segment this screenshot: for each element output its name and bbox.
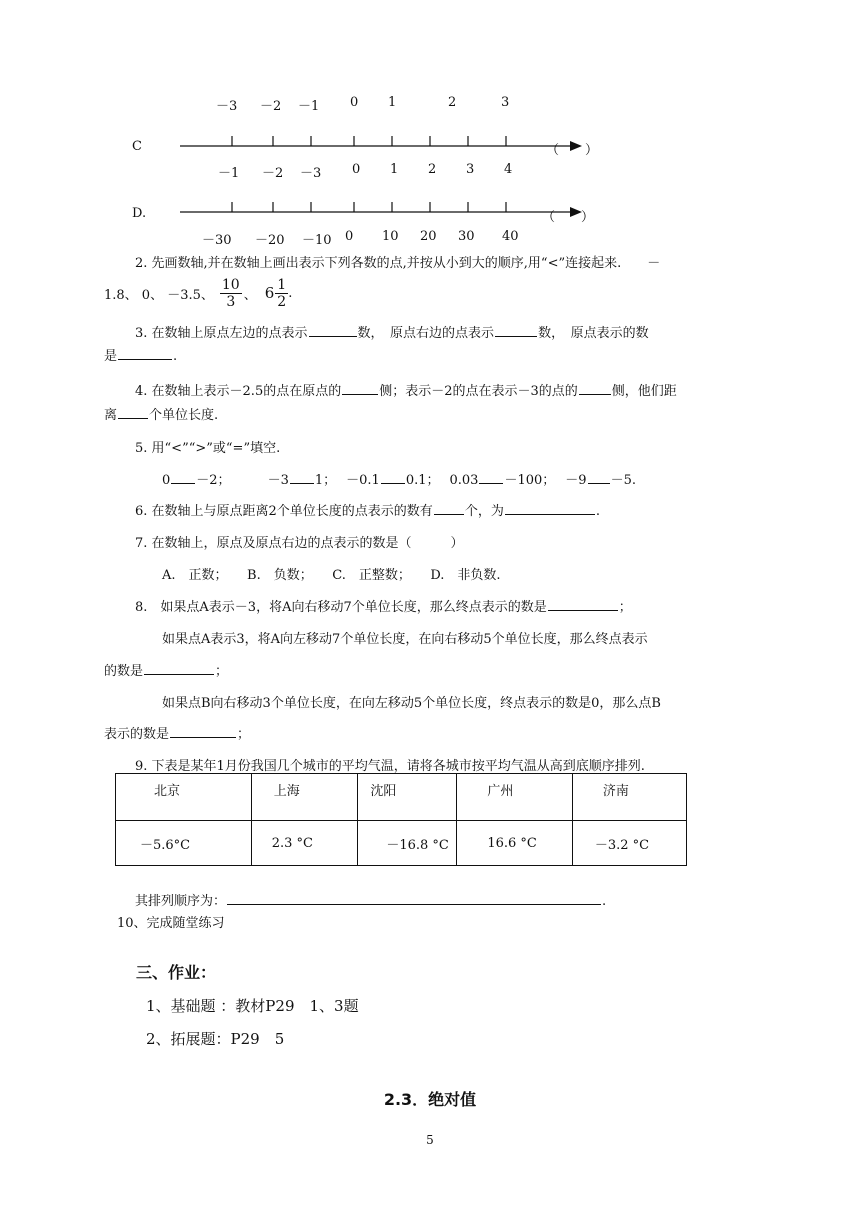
- answer-paren: （ ）: [542, 210, 595, 225]
- answer-blank[interactable]: [579, 380, 611, 395]
- tick-label: 1: [388, 95, 397, 110]
- answer-blank[interactable]: [495, 322, 537, 337]
- table-cell: 16.6 °C: [457, 821, 573, 866]
- question-2-line-2: [104, 272, 292, 314]
- option-letter-c: C: [132, 139, 142, 154]
- q3-text-e: .: [173, 349, 178, 364]
- question-3-line-1: [135, 322, 649, 341]
- answer-blank[interactable]: [479, 469, 503, 484]
- tick-label: －10: [302, 233, 332, 248]
- numberline-c-axis: [178, 136, 588, 156]
- question-2-numbers: 1.8、 0、 －3.5、: [104, 287, 214, 303]
- q5-item: －9: [565, 473, 587, 488]
- answer-blank[interactable]: [588, 469, 610, 484]
- question-10: 10、完成随堂练习: [117, 916, 225, 931]
- q5-item: 1；: [314, 473, 337, 488]
- answer-blank[interactable]: [171, 469, 195, 484]
- question-3-line-2: [104, 345, 177, 364]
- answer-blank[interactable]: [290, 469, 314, 484]
- mixed-number-whole: 6: [264, 284, 275, 302]
- tick-label: 40: [502, 229, 519, 244]
- question-7-stem: 7. 在数轴上，原点及原点右边的点表示的数是（ ）: [135, 536, 464, 551]
- answer-blank[interactable]: [505, 500, 595, 515]
- period: .: [288, 285, 293, 301]
- answer-blank[interactable]: [144, 660, 214, 675]
- fraction-denominator: 2: [277, 293, 287, 310]
- answer-blank[interactable]: [381, 469, 405, 484]
- answer-blank[interactable]: [227, 890, 601, 905]
- q4-text-c: 侧，他们距: [611, 384, 677, 399]
- q8-text: 8. 如果点A表示－3，将A向右移动7个单位长度，那么终点表示的数是: [135, 600, 547, 615]
- fraction-numerator: 10: [221, 276, 240, 293]
- fraction-denominator: 3: [226, 293, 236, 310]
- fraction-ten-thirds: [220, 277, 242, 310]
- q5-item: 0: [162, 473, 171, 488]
- tick-label: －1: [298, 99, 320, 114]
- question-8-line-3: [104, 660, 228, 679]
- q5-item: －5.: [610, 473, 636, 488]
- table-row: [116, 821, 687, 866]
- answer-blank[interactable]: [342, 380, 378, 395]
- tick-label: 0: [345, 229, 354, 244]
- question-5-items: [162, 469, 636, 488]
- numberline-d-axis: [178, 202, 588, 222]
- q4-text-e: 个单位长度.: [149, 408, 219, 423]
- temperature-table: [115, 773, 687, 866]
- homework-item-1: 1、基础题 ：教材P29 1、3题: [146, 997, 359, 1015]
- q8-text: 表示的数是: [104, 727, 170, 742]
- q6-text-a: 6. 在数轴上与原点距离2个单位长度的点表示的数有: [135, 504, 433, 519]
- table-header-cell: 上海: [251, 774, 358, 821]
- question-8-line-5: [104, 723, 250, 742]
- tick-label: －30: [202, 233, 232, 248]
- q3-text-a: 3. 在数轴上原点左边的点表示: [135, 326, 308, 341]
- q8-text: ；: [618, 600, 632, 615]
- answer-blank[interactable]: [434, 500, 464, 515]
- question-2-line-1: 2. 先画数轴,并在数轴上画出表示下列各数的点,并按从小到大的顺序,用“<”连接起来. －: [135, 256, 661, 271]
- q3-text-d: 是: [104, 349, 118, 364]
- table-cell: －3.2 °C: [572, 821, 686, 866]
- page-number: 5: [426, 1133, 434, 1147]
- q6-text-c: .: [595, 504, 600, 519]
- q3-text-b: 数， 原点右边的点表示: [357, 326, 495, 341]
- tick-label: 30: [458, 229, 475, 244]
- question-8-line-1: [135, 596, 632, 615]
- tick-label: 0: [352, 162, 361, 177]
- section-heading: 2.3．绝对值: [383, 1090, 477, 1109]
- q3-text-c: 数， 原点表示的数: [538, 326, 649, 341]
- answer-blank[interactable]: [548, 596, 618, 611]
- tick-label: 1: [390, 162, 399, 177]
- question-8-line-4: 如果点B向右移动3个单位长度，在向左移动5个单位长度，终点表示的数是0，那么点B: [162, 696, 661, 711]
- q4-text-b: 侧；表示－2的点在表示－3的点的: [379, 384, 578, 399]
- tick-label: －20: [255, 233, 285, 248]
- table-header-cell: 北京: [116, 774, 252, 821]
- table-cell: －5.6°C: [116, 821, 252, 866]
- answer-blank[interactable]: [118, 404, 148, 419]
- table-header-cell: 济南: [572, 774, 686, 821]
- separator: 、: [243, 287, 257, 303]
- option-letter-d: D.: [132, 206, 147, 221]
- order-label: 其排列顺序为：: [135, 894, 227, 909]
- q5-item: 0.03: [449, 473, 479, 488]
- q5-item: －100；: [504, 473, 556, 488]
- q5-item: －3: [254, 473, 289, 488]
- tick-label: －2: [260, 99, 282, 114]
- tick-label: 2: [448, 95, 457, 110]
- table-header-cell: 沈阳: [358, 774, 457, 821]
- q4-text-d: 离: [104, 408, 118, 423]
- answer-paren: （ ）: [546, 143, 599, 158]
- table-header-row: [116, 774, 687, 821]
- homework-heading: 三、作业：: [136, 963, 217, 982]
- q8-text: ；: [237, 727, 251, 742]
- q5-item: －2；: [196, 473, 231, 488]
- tick-label: 10: [382, 229, 399, 244]
- tick-label: －2: [262, 166, 284, 181]
- tick-label: －1: [218, 166, 240, 181]
- question-9-stem: 9. 下表是某年1月份我国几个城市的平均气温，请将各城市按平均气温从高到底顺序排列.: [135, 759, 645, 774]
- mixed-number-fraction: [275, 277, 288, 310]
- answer-blank[interactable]: [309, 322, 357, 337]
- answer-blank[interactable]: [170, 723, 236, 738]
- q5-item: 0.1；: [405, 473, 440, 488]
- tick-label: 2: [428, 162, 437, 177]
- homework-item-2: 2、拓展题：P29 5: [146, 1030, 285, 1048]
- q8-text: ；: [215, 664, 229, 679]
- q6-text-b: 个，为: [464, 504, 504, 519]
- tick-label: 3: [501, 95, 510, 110]
- q8-text: 的数是: [104, 664, 144, 679]
- table-cell: －16.8 °C: [358, 821, 457, 866]
- question-6: [135, 500, 600, 519]
- question-4-line-2: [104, 404, 218, 423]
- question-5-stem: 5. 用“<”“>”或“=”填空.: [135, 441, 281, 456]
- tick-label: －3: [300, 166, 322, 181]
- table-cell: 2.3 °C: [251, 821, 358, 866]
- fraction-numerator: 1: [277, 276, 287, 293]
- answer-blank[interactable]: [118, 345, 172, 360]
- order-answer-line: [135, 890, 606, 909]
- tick-label: －3: [216, 99, 238, 114]
- tick-label: 4: [504, 162, 513, 177]
- tick-label: 20: [420, 229, 437, 244]
- q5-item: －0.1: [346, 473, 380, 488]
- table-header-cell: 广州: [457, 774, 573, 821]
- q4-text-a: 4. 在数轴上表示－2.5的点在原点的: [135, 384, 342, 399]
- tick-label: 0: [350, 95, 359, 110]
- question-7-options: A. 正数； B. 负数； C. 正整数； D. 非负数.: [162, 568, 501, 583]
- order-end: .: [602, 894, 607, 909]
- tick-label: 3: [466, 162, 475, 177]
- question-4-line-1: [135, 380, 677, 399]
- question-8-line-2: 如果点A表示3，将A向左移动7个单位长度，在向右移动5个单位长度，那么终点表示: [162, 632, 648, 647]
